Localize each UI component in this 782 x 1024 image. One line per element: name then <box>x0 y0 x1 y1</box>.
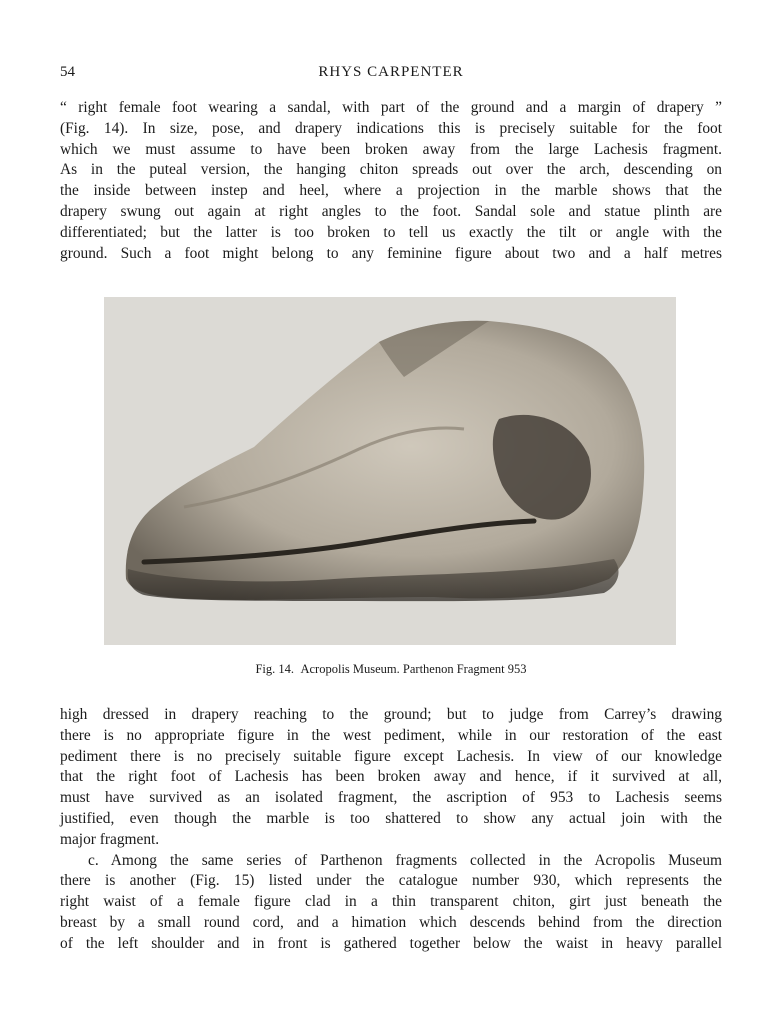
paragraph-top <box>60 98 722 264</box>
text-line: must have survived as an isolated fragment, the ascription of 953 to Lachesis seems <box>60 789 722 807</box>
text-line: there is no appropriate figure in the west pediment, while in our restoration of the east <box>60 726 722 744</box>
figure-plate <box>104 297 676 645</box>
paragraph-bottom <box>60 705 722 955</box>
text-line: which we must assume to have been broken away from the large Lachesis fragment. <box>60 140 722 158</box>
text-line: “ right female foot wearing a sandal, with part of the ground and a margin of drapery ” <box>60 99 722 116</box>
running-title: RHYS CARPENTER <box>318 64 464 80</box>
text-line: there is another (Fig. 15) listed under the catalogue number 930, which represents the <box>60 872 722 890</box>
page-number: 54 <box>60 64 75 80</box>
text-line: c. Among the same series of Parthenon fragments collected in the Acropolis Museum <box>88 851 722 869</box>
text-line: pediment there is no precisely suitable figure except Lachesis. In view of our knowledge <box>60 747 722 765</box>
text-line: (Fig. 14). In size, pose, and drapery indications this is precisely suitable for the foot <box>60 119 722 137</box>
text-line: right waist of a female figure clad in a thin transparent chiton, girt just beneath the <box>60 893 722 911</box>
text-line: breast by a small round cord, and a himation which descends behind from the direction <box>60 913 722 931</box>
figure-label: Fig. 14. <box>255 662 295 676</box>
text-line: high dressed in drapery reaching to the ground; but to judge from Carrey’s drawing <box>60 706 722 723</box>
figure-caption-text: Acropolis Museum. Parthenon Fragment 953 <box>300 662 527 676</box>
text-line: drapery swung out again at right angles to the foot. Sandal sole and statue plinth are <box>60 202 722 220</box>
text-line: that the right foot of Lachesis has been broken away and hence, if it survived at all, <box>60 768 722 786</box>
text-line: the inside between instep and heel, where a projection in the marble shows that the <box>60 182 722 200</box>
running-head <box>60 64 722 86</box>
text-line: As in the puteal version, the hanging chiton spreads out over the arch, descending on <box>60 161 722 179</box>
text-line: justified, even though the marble is too shattered to show any actual join with the <box>60 809 722 827</box>
text-line: ground. Such a foot might belong to any feminine figure about two and a half metres <box>60 244 722 262</box>
marble-fragment-photo <box>104 297 676 645</box>
text-line: differentiated; but the latter is too broken to tell us exactly the tilt or angle with the <box>60 223 722 241</box>
text-line: of the left shoulder and in front is gathered together below the waist in heavy parallel <box>60 934 722 952</box>
text-line: major fragment. <box>60 830 160 848</box>
figure-caption <box>60 662 722 677</box>
